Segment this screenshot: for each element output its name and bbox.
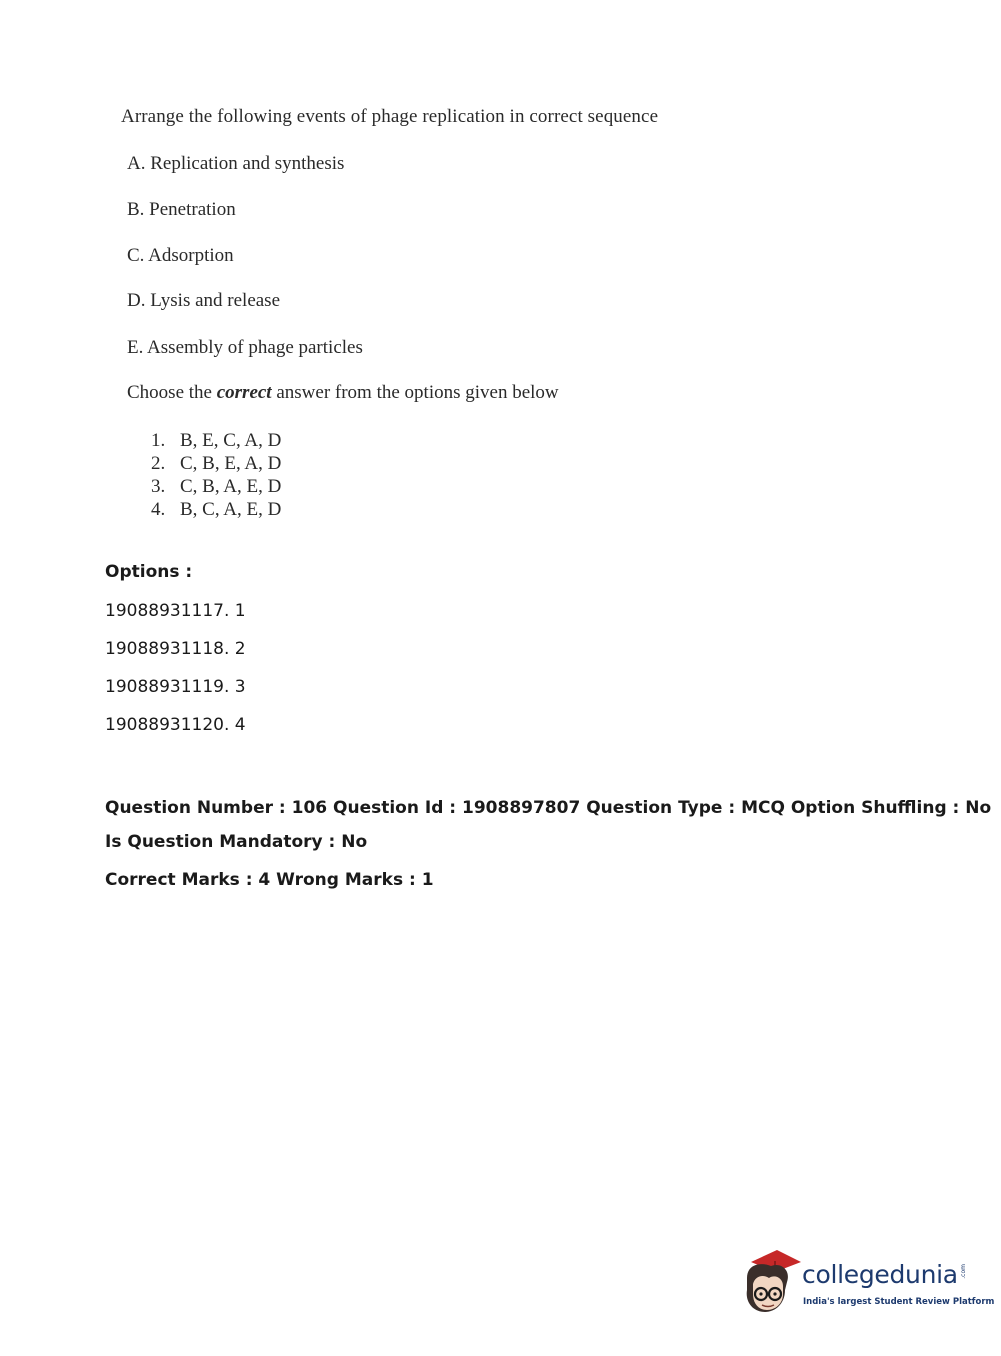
question-marks-line: Correct Marks : 4 Wrong Marks : 1: [105, 870, 434, 890]
statement-e: E. Assembly of phage particles: [127, 337, 363, 358]
choose-emphasis: correct: [216, 382, 272, 403]
answer-number: 4.: [151, 499, 166, 520]
answer-text: C, B, A, E, D: [180, 476, 282, 497]
statement-d: D. Lysis and release: [127, 290, 281, 311]
logo-wordmark: collegedunia: [802, 1260, 958, 1289]
answer-number: 2.: [151, 453, 166, 474]
answer-item: [151, 498, 281, 521]
answer-list: [151, 429, 281, 521]
option-item-3: 19088931119. 3: [105, 677, 246, 697]
statement-b: B. Penetration: [127, 199, 236, 220]
answer-item: [151, 452, 281, 475]
answer-text: C, B, E, A, D: [180, 453, 282, 474]
choose-prefix: Choose the: [127, 382, 217, 403]
logo-tagline: India's largest Student Review Platform: [803, 1297, 995, 1307]
option-item-4: 19088931120. 4: [105, 715, 246, 735]
question-stem: Arrange the following events of phage replication in correct sequence: [121, 106, 659, 127]
answer-number: 1.: [151, 430, 166, 451]
answer-number: 3.: [151, 476, 166, 497]
choose-suffix: answer from the options given below: [271, 382, 559, 403]
answer-text: B, E, C, A, D: [180, 430, 282, 451]
answer-text: B, C, A, E, D: [180, 499, 282, 520]
statement-c: C. Adsorption: [127, 245, 234, 266]
option-item-2: 19088931118. 2: [105, 639, 246, 659]
statement-a: A. Replication and synthesis: [127, 153, 345, 174]
logo-com: .com: [960, 1264, 967, 1279]
options-heading: Options :: [105, 562, 193, 582]
collegedunia-logo: [741, 1248, 995, 1320]
question-meta-line: Question Number : 106 Question Id : 1908897807 Question Type : MCQ Option Shuffling : No: [105, 798, 992, 818]
question-mandatory-line: Is Question Mandatory : No: [105, 832, 368, 852]
mascot-icon: [741, 1248, 803, 1320]
option-item-1: 19088931117. 1: [105, 601, 246, 621]
answer-item: [151, 429, 281, 452]
answer-item: [151, 475, 281, 498]
choose-instruction: [127, 382, 559, 404]
